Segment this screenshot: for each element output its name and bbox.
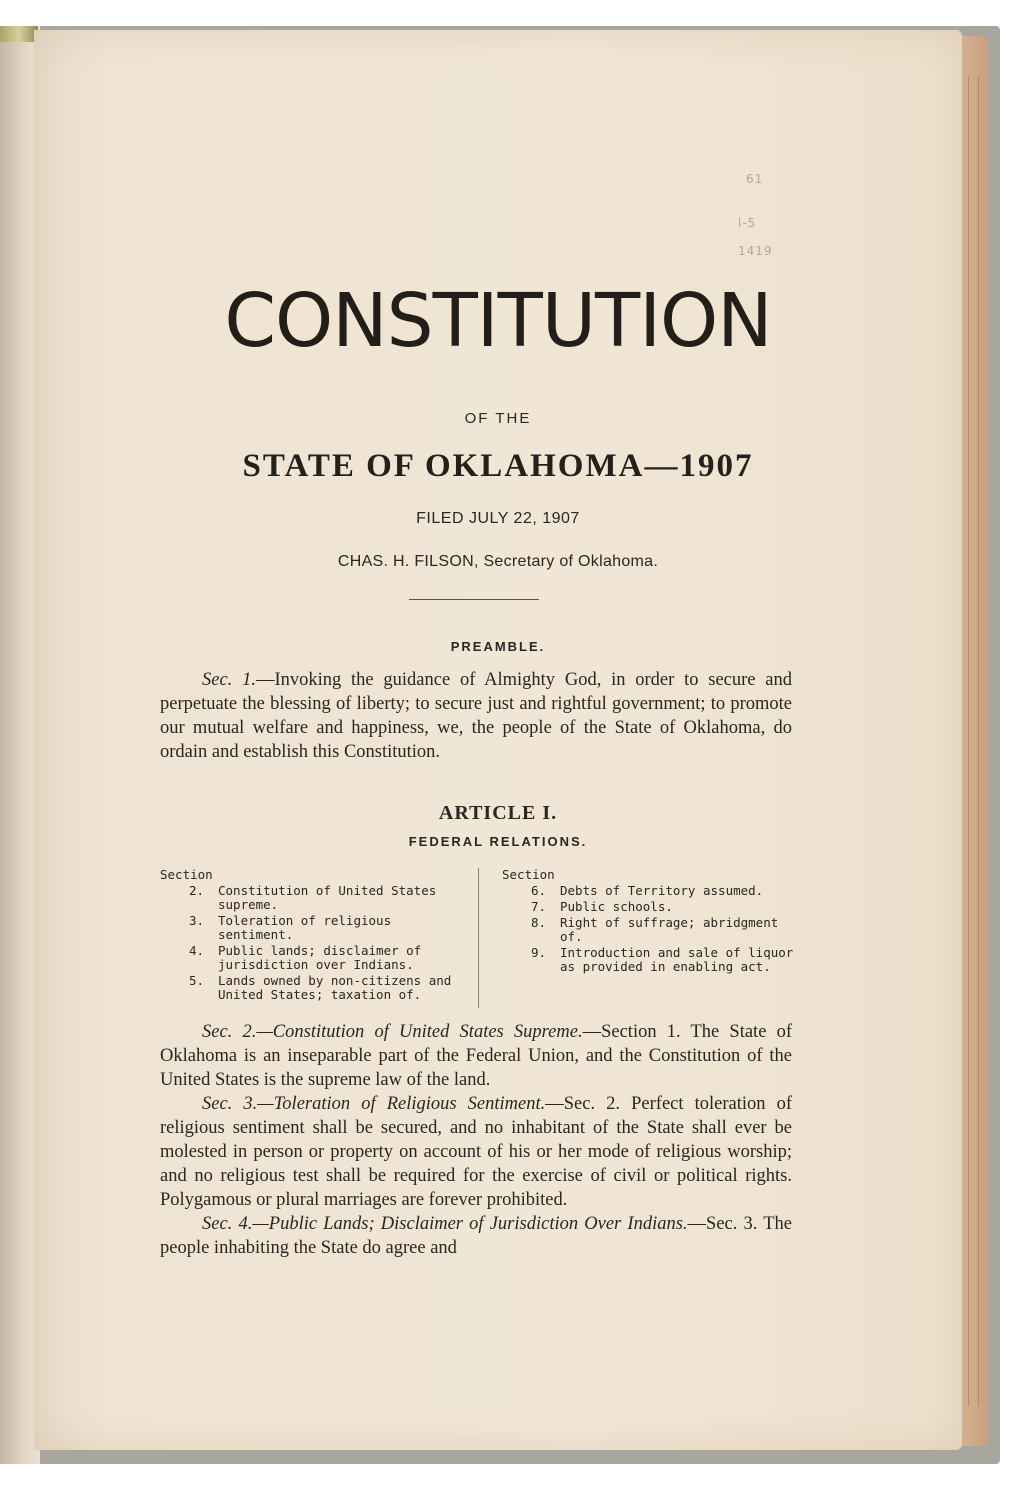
section-title: Public schools. [560, 899, 673, 914]
page-content [34, 30, 962, 1450]
section-title: Constitution of United States supreme. [218, 883, 437, 912]
section-number: 9. [530, 945, 546, 960]
preamble-heading: PREAMBLE. [450, 639, 546, 654]
divider-rule [409, 599, 539, 600]
section-index-item [502, 884, 802, 898]
state-heading: STATE OF OKLAHOMA—1907 [242, 448, 754, 484]
section-index-item [160, 884, 460, 912]
document-title: CONSTITUTION [224, 278, 772, 364]
section-label: Sec. 3.—Toleration of Religious Sentiment. [202, 1094, 546, 1114]
section-index-item [160, 914, 460, 942]
column-divider [478, 868, 479, 1008]
article-heading: ARTICLE I. [438, 802, 558, 824]
preamble-section-label: Sec. 1. [202, 670, 256, 690]
section-number: 6. [530, 883, 546, 898]
section-title: Debts of Territory assumed. [560, 883, 764, 898]
section-title: Right of suffrage; abridgment of. [560, 915, 779, 944]
section-index-left [160, 868, 460, 1004]
section-body: —Sec. 3. The people inhabiting the State do agree and [160, 1214, 793, 1258]
pencil-note: l-5 [738, 216, 757, 230]
binding-thread [0, 26, 38, 42]
article-subheading: FEDERAL RELATIONS. [408, 834, 588, 849]
filed-date: FILED JULY 22, 1907 [416, 510, 580, 527]
title-page [34, 30, 962, 1450]
section-label: Sec. 4.—Public Lands; Disclaimer of Jurisdiction Over Indians. [202, 1214, 688, 1234]
section-index-right [502, 868, 802, 976]
section-number: 8. [530, 915, 546, 930]
preamble-body: —Invoking the guidance of Almighty God, in order to secure and perpetuate the blessing of liberty; to secure just and rightful government; to promote our mutual welfare and happiness, we, the people of the State of Oklahoma, do ordain and establish this Constitution. [160, 670, 792, 762]
section-number: 3. [188, 913, 204, 928]
section-paragraph [160, 1020, 792, 1092]
section-index-item [502, 916, 802, 944]
section-index-heading: Section [502, 867, 555, 882]
section-title: Public lands; disclaimer of jurisdiction over Indians. [218, 943, 422, 972]
section-title: Lands owned by non-citizens and United States; taxation of. [218, 973, 452, 1002]
section-index-item [502, 900, 802, 914]
secretary-line: CHAS. H. FILSON, Secretary of Oklahoma. [337, 553, 659, 570]
section-index-item [160, 944, 460, 972]
section-title: Toleration of religious sentiment. [218, 913, 392, 942]
section-index-heading: Section [160, 867, 213, 882]
section-paragraph [160, 1092, 792, 1212]
section-index-item [160, 974, 460, 1002]
section-body: —Section 1. The State of Oklahoma is an inseparable part of the Federal Union, and the Constitution of the United States is the supreme law of the land. [160, 1022, 792, 1090]
preamble-paragraph [160, 668, 792, 764]
section-body: —Sec. 2. Perfect toleration of religious sentiment shall be secured, and no inhabitant of the State shall ever be molested in person or property on account of his or her mode of religious worship; and no religious test shall be required for the exercise of civil or political rights. Polygamous or plural marriages are forever prohibited. [160, 1094, 792, 1210]
title-connector: OF THE [464, 410, 532, 427]
section-number: 4. [188, 943, 204, 958]
section-number: 2. [188, 883, 204, 898]
pencil-note: 61 [746, 172, 764, 186]
article-body [160, 1020, 792, 1260]
section-paragraph [160, 1212, 792, 1260]
section-index-item [502, 946, 802, 974]
section-label: Sec. 2.—Constitution of United States Supreme. [202, 1022, 583, 1042]
section-title: Introduction and sale of liquor as provided in enabling act. [560, 945, 794, 974]
section-number: 5. [188, 973, 204, 988]
pencil-note: 1419 [738, 244, 773, 258]
section-number: 7. [530, 899, 546, 914]
